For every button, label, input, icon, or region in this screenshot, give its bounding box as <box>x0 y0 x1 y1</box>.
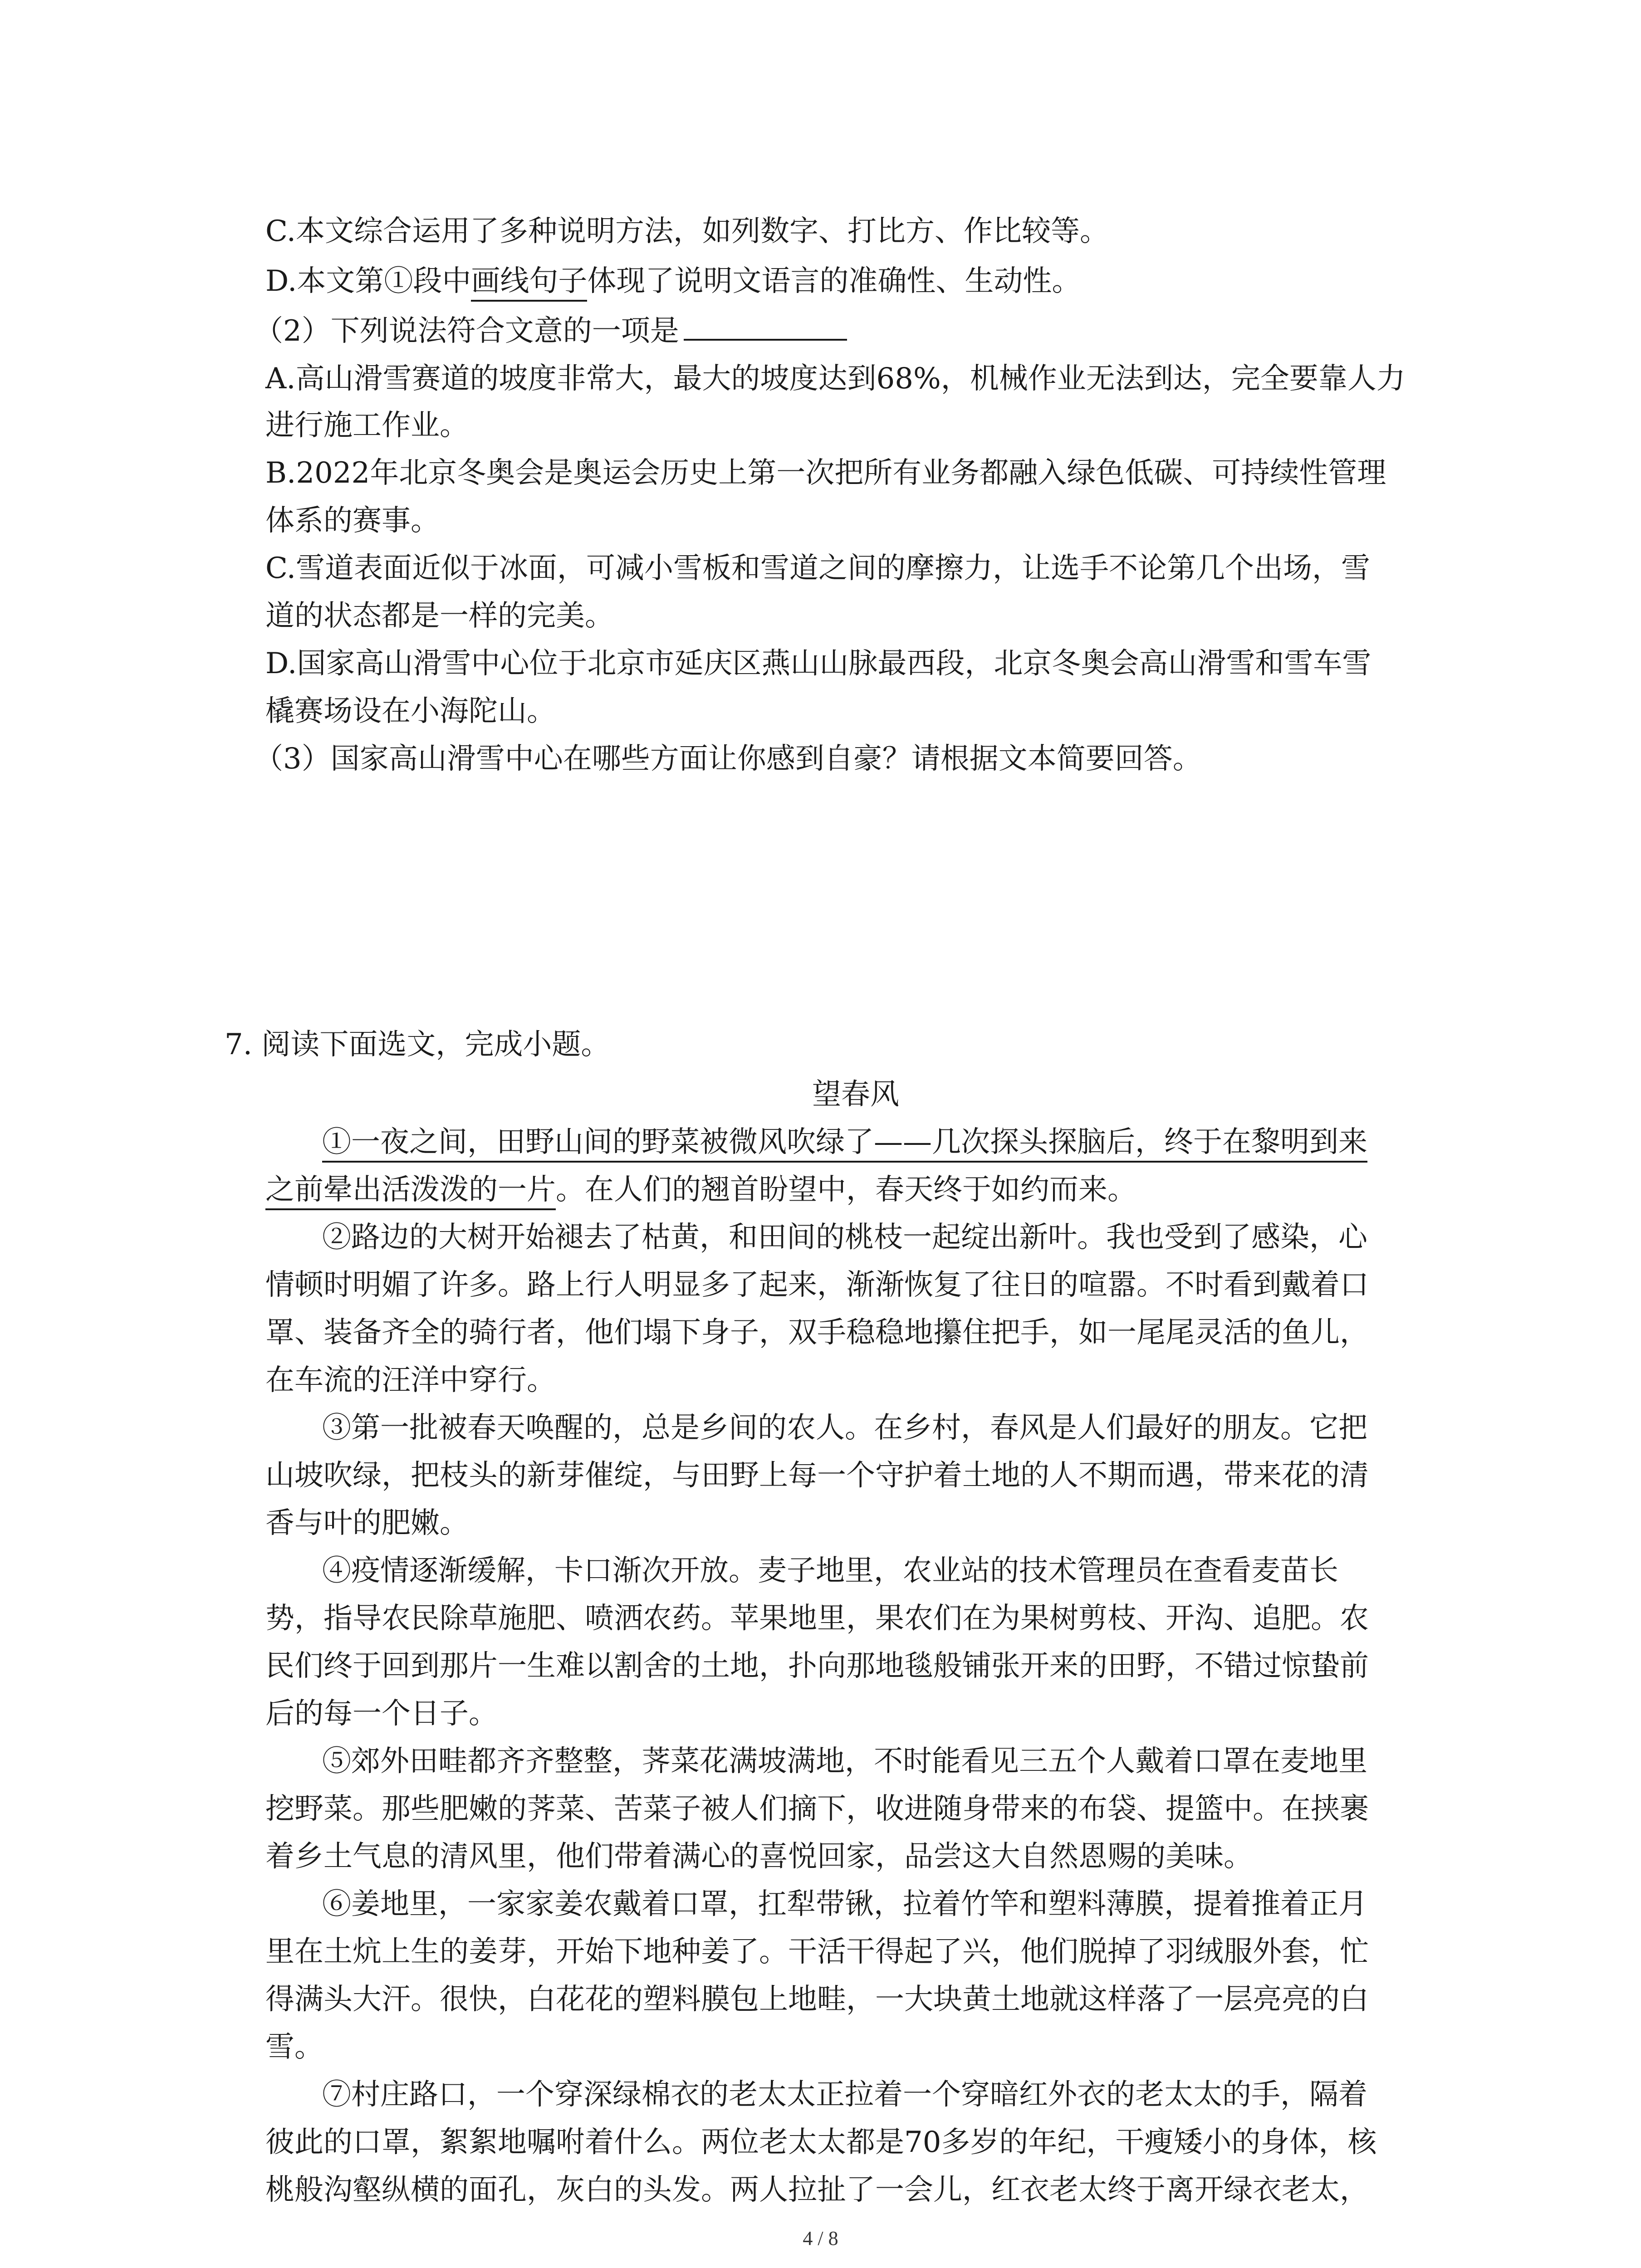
paragraph-7-line1: ⑦村庄路口，一个穿深绿棉衣的老太太正拉着一个穿暗红外衣的老太太的手，隔着 <box>322 2078 1367 2112</box>
paragraph-3-line2: 山坡吹绿，把枝头的新芽催绽，与田野上每一个守护着土地的人不期而遇，带来花的清 <box>265 1459 1369 1492</box>
passage-title: 望春风 <box>812 1078 899 1111</box>
q6-sub2-option-a-line1: A.高山滑雪赛道的坡度非常大，最大的坡度达到68%，机械作业无法到达，完全要靠人力 <box>265 362 1406 396</box>
paragraph-1-line2: 之前晕出活泼泼的一片。在人们的翘首盼望中，春天终于如约而来。 <box>265 1172 1136 1208</box>
paragraph-5-line3: 着乡土气息的清风里，他们带着满心的喜悦回家，品尝这大自然恩赐的美味。 <box>265 1840 1253 1873</box>
q6-sub2-option-d-line2: 橇赛场设在小海陀山。 <box>265 694 556 728</box>
page-number: 4 / 8 <box>803 2227 838 2249</box>
q6-option-d-pre: D.本文第①段中 <box>265 264 471 298</box>
paragraph-6-line3: 得满头大汗。很快，白花花的塑料膜包上地畦，一大块黄土地就这样落了一层亮亮的白 <box>265 1983 1369 2016</box>
q6-option-d-underlined: 画线句子 <box>471 264 587 302</box>
q6-sub2-option-a-line2: 进行施工作业。 <box>265 409 469 442</box>
paragraph-4-line1: ④疫情逐渐缓解，卡口渐次开放。麦子地里，农业站的技术管理员在查看麦苗长 <box>322 1554 1338 1588</box>
paragraph-1-line1: ①一夜之间，田野山间的野菜被微风吹绿了——几次探头探脑后，终于在黎明到来 <box>322 1124 1367 1160</box>
q6-sub2-option-b-line2: 体系的赛事。 <box>265 504 440 538</box>
paragraph-5-line2: 挖野菜。那些肥嫩的荠菜、苦菜子被人们摘下，收进随身带来的布袋、提篮中。在挟裹 <box>265 1792 1369 1826</box>
paragraph-4-line4: 后的每一个日子。 <box>265 1697 498 1730</box>
paragraph-5-line1: ⑤郊外田畦都齐齐整整，荠菜花满坡满地，不时能看见三五个人戴着口罩在麦地里 <box>322 1745 1367 1778</box>
paragraph-6-line1: ⑥姜地里，一家家姜农戴着口罩，扛犁带锹，拉着竹竿和塑料薄膜，提着推着正月 <box>322 1887 1367 1921</box>
paragraph-3-line3: 香与叶的肥嫩。 <box>265 1506 469 1540</box>
paragraph-2-line4: 在车流的汪洋中穿行。 <box>265 1364 556 1397</box>
q7-intro: 7. 阅读下面选文，完成小题。 <box>225 1028 610 1061</box>
paragraph-3-line1: ③第一批被春天唤醒的，总是乡间的农人。在乡村，春风是人们最好的朋友。它把 <box>322 1411 1367 1445</box>
paragraph-7-line2: 彼此的口罩，絮絮地嘱咐着什么。两位老太太都是70多岁的年纪，干瘦矮小的身体，核 <box>265 2126 1377 2159</box>
paragraph-4-line2: 势，指导农民除草施肥、喷洒农药。苹果地里，果农们在为果树剪枝、开沟、追肥。农 <box>265 1602 1369 1635</box>
paragraph-7-line3: 桃般沟壑纵横的面孔，灰白的头发。两人拉扯了一会儿，红衣老太终于离开绿衣老太， <box>265 2173 1369 2207</box>
q6-sub2-option-d-line1: D.国家高山滑雪中心位于北京市延庆区燕山山脉最西段，北京冬奥会高山滑雪和雪车雪 <box>265 647 1372 680</box>
q6-sub3-prompt: （3）国家高山滑雪中心在哪些方面让你感到自豪？请根据文本简要回答。 <box>254 742 1202 776</box>
q6-option-c-line: C.本文综合运用了多种说明方法，如列数字、打比方、作比较等。 <box>265 215 1109 248</box>
q6-option-d-line <box>265 263 1081 299</box>
q6-sub2-option-c-line1: C.雪道表面近似于冰面，可减小雪板和雪道之间的摩擦力，让选手不论第几个出场，雪 <box>265 552 1371 585</box>
q6-sub2-option-c-line2: 道的状态都是一样的完美。 <box>265 599 614 633</box>
answer-blank[interactable] <box>684 313 847 341</box>
paragraph-6-line4: 雪。 <box>265 2030 323 2064</box>
q6-sub2-prompt: （2）下列说法符合文意的一项是 <box>254 313 847 349</box>
paragraph-6-line2: 里在土炕上生的姜芽，开始下地种姜了。干活干得起了兴，他们脱掉了羽绒服外套，忙 <box>265 1935 1369 1969</box>
paragraph-2-line2: 情顿时明媚了许多。路上行人明显多了起来，渐渐恢复了往日的喧嚣。不时看到戴着口 <box>265 1268 1369 1302</box>
paragraph-2-line3: 罩、装备齐全的骑行者，他们塌下身子，双手稳稳地攥住把手，如一尾尾灵活的鱼儿， <box>265 1316 1369 1349</box>
q6-option-d-post: 体现了说明文语言的准确性、生动性。 <box>587 264 1081 298</box>
paragraph-4-line3: 民们终于回到那片一生难以割舍的土地，扑向那地毯般铺张开来的田野，不错过惊蛰前 <box>265 1649 1369 1683</box>
q6-sub2-option-b-line1: B.2022年北京冬奥会是奥运会历史上第一次把所有业务都融入绿色低碳、可持续性管理 <box>265 456 1386 490</box>
paragraph-2-line1: ②路边的大树开始褪去了枯黄，和田间的桃枝一起绽出新叶。我也受到了感染，心 <box>322 1221 1367 1254</box>
